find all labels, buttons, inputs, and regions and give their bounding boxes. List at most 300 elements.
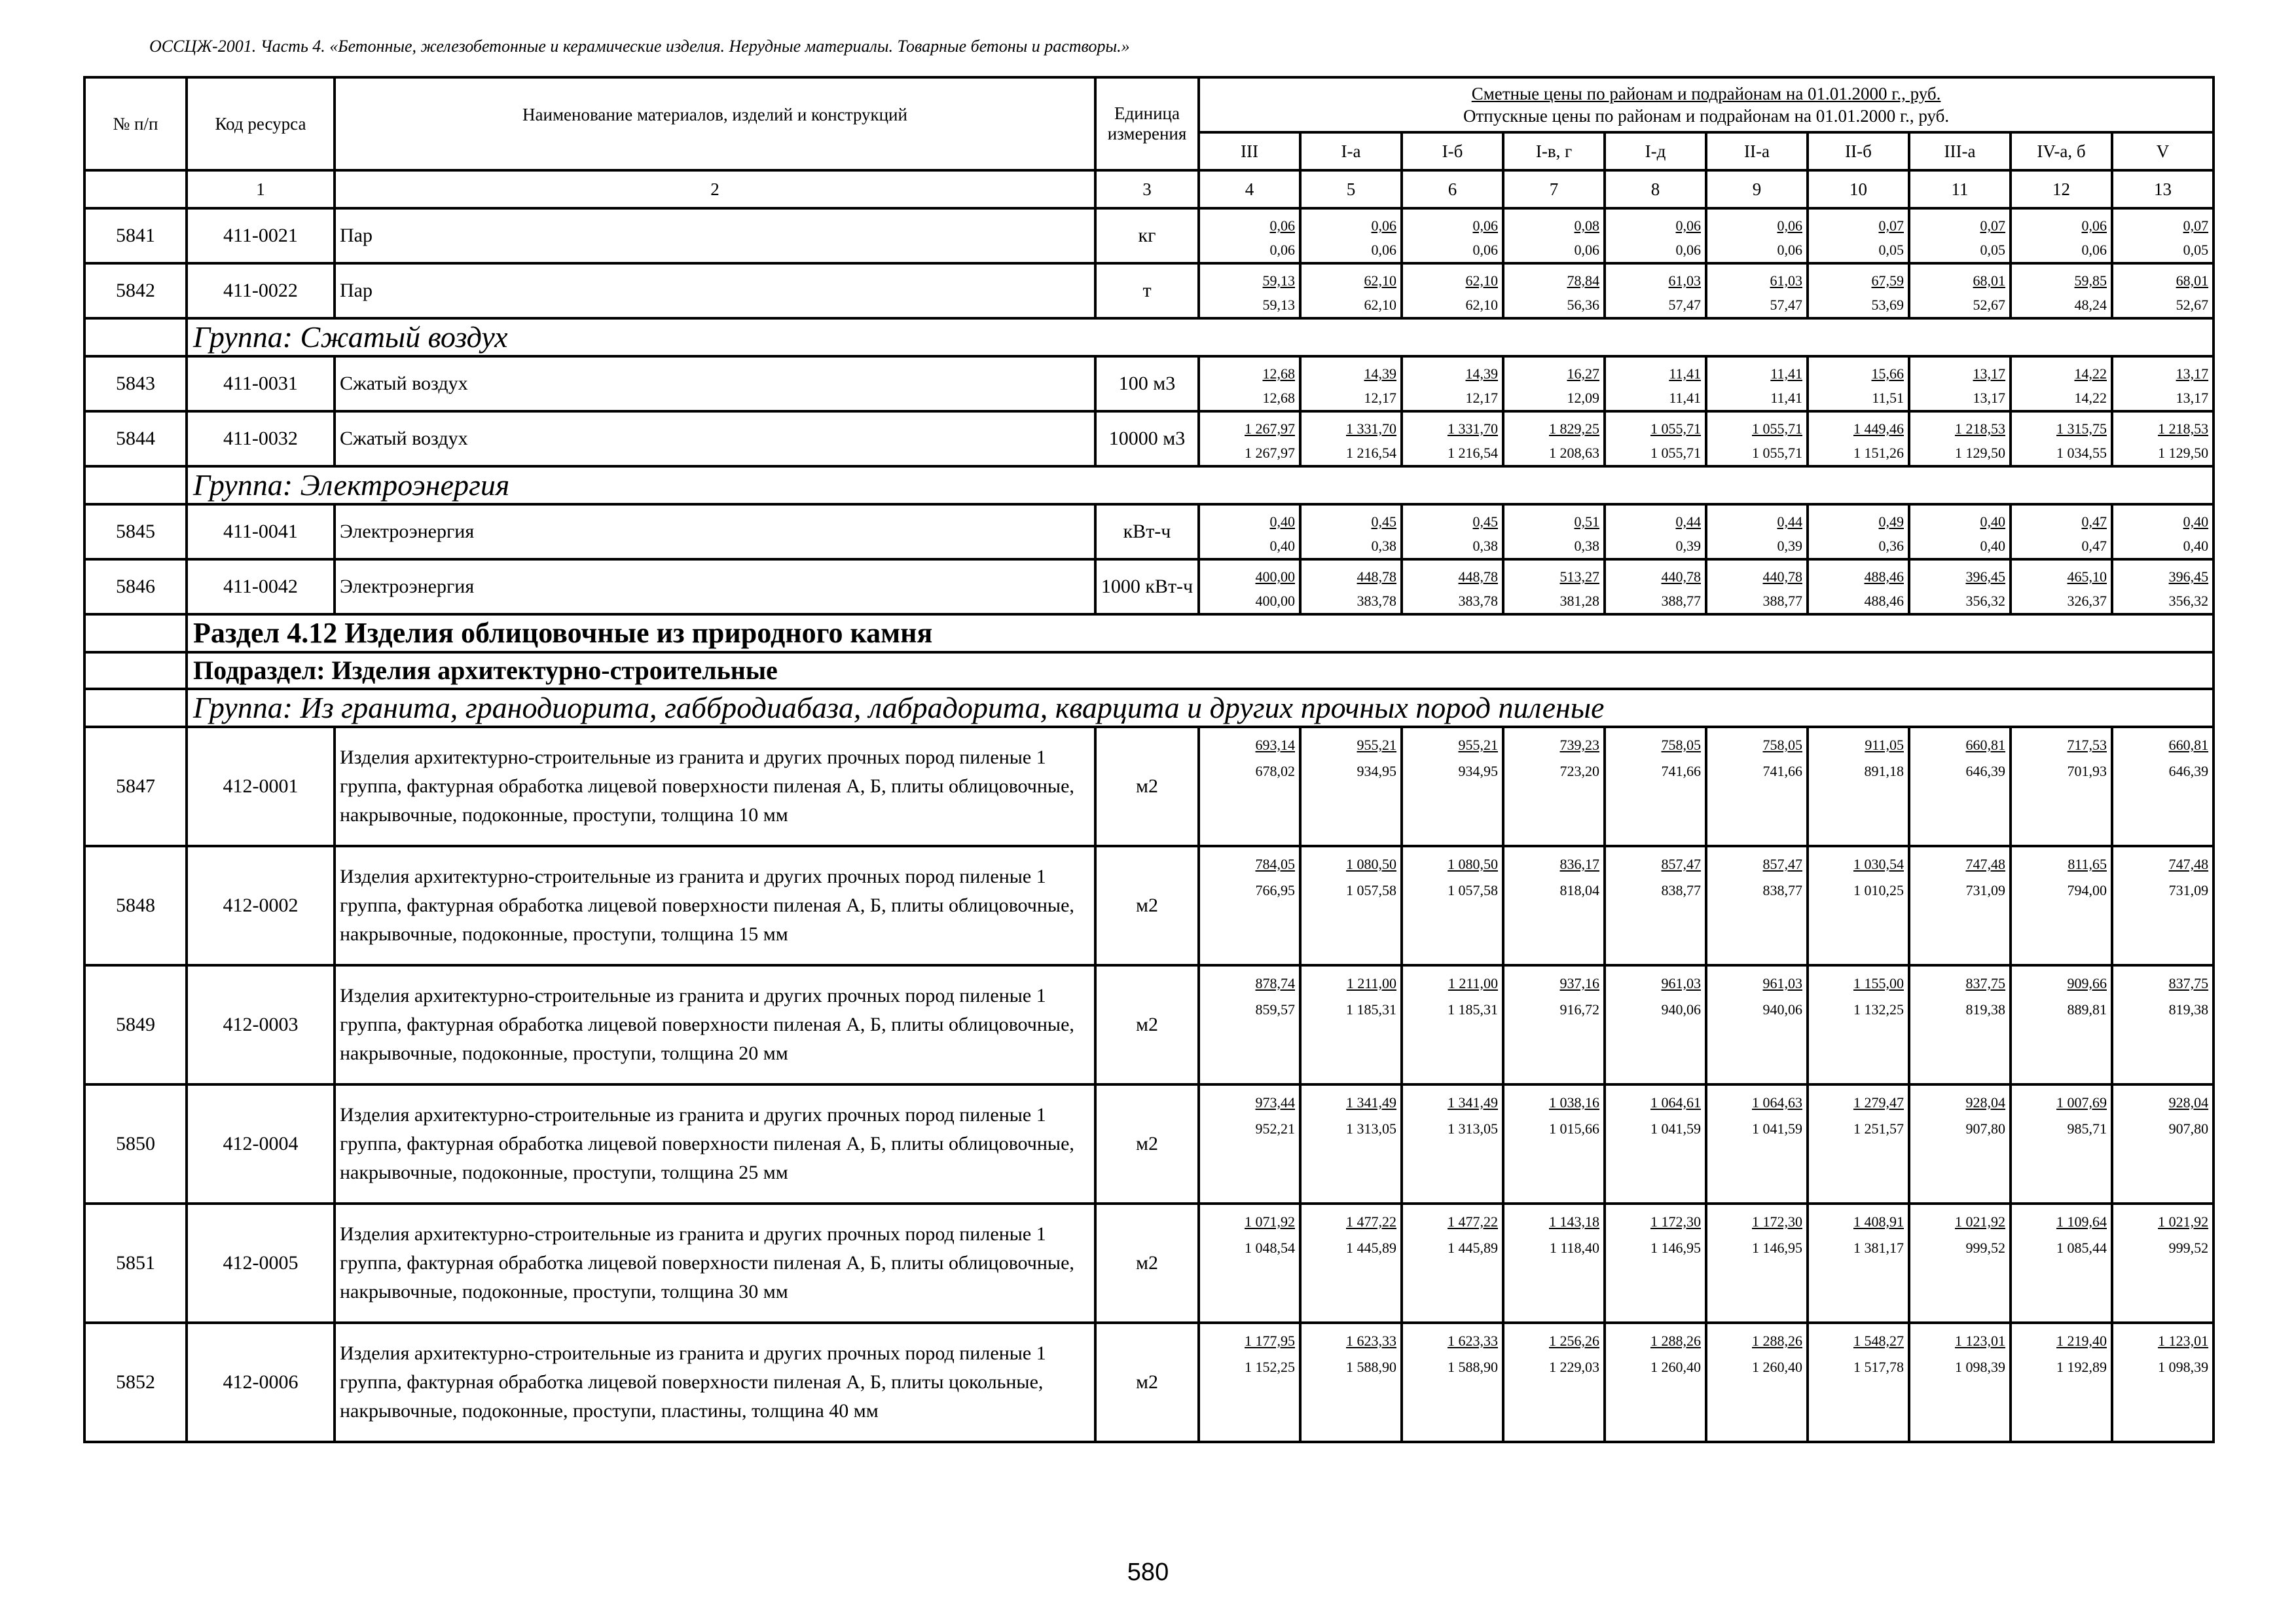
release-price: 11,51 [1872, 390, 1904, 406]
price-cell [1503, 846, 1605, 965]
price-cell [2011, 411, 2112, 466]
estimate-price: 955,21 [1357, 737, 1396, 753]
table-row [84, 1323, 2214, 1442]
col-header-code: Код ресурса [187, 77, 335, 170]
release-price: 819,38 [1965, 1001, 2005, 1018]
release-price: 1 185,31 [1448, 1001, 1498, 1018]
empty-cell [84, 689, 187, 727]
price-cell [1909, 965, 2011, 1084]
price-cell [1605, 208, 1706, 263]
unit: м2 [1095, 1323, 1199, 1442]
price-cell [2011, 965, 2112, 1084]
estimate-price: 0,45 [1371, 513, 1396, 530]
estimate-price: 1 829,25 [1549, 420, 1599, 437]
price-cell [1605, 411, 1706, 466]
release-price: 907,80 [2168, 1120, 2209, 1137]
release-price: 0,40 [2183, 538, 2209, 554]
unit: 10000 м3 [1095, 411, 1199, 466]
price-cell [1199, 411, 1300, 466]
price-cell [2011, 846, 2112, 965]
estimate-price: 400,00 [1255, 568, 1295, 585]
release-price: 1 098,39 [2158, 1359, 2209, 1375]
row-number: 5844 [84, 411, 187, 466]
estimate-price: 440,78 [1762, 568, 1802, 585]
release-price: 1 151,26 [1853, 445, 1904, 461]
release-price: 0,06 [1371, 242, 1396, 258]
release-price: 1 260,40 [1650, 1359, 1701, 1375]
release-price: 1 057,58 [1346, 882, 1396, 898]
price-cell [1909, 504, 2011, 559]
row-number: 5846 [84, 559, 187, 614]
estimate-price: 1 279,47 [1853, 1094, 1904, 1111]
release-price: 1 216,54 [1448, 445, 1498, 461]
price-cell [1300, 965, 1402, 1084]
release-price: 0,38 [1472, 538, 1498, 554]
estimate-price: 67,59 [1871, 272, 1904, 289]
price-cell [2011, 727, 2112, 846]
price-cell [1199, 559, 1300, 614]
release-price: 1 208,63 [1549, 445, 1599, 461]
estimate-price: 747,48 [2168, 856, 2209, 872]
row-number: 5845 [84, 504, 187, 559]
release-price: 1 085,44 [2056, 1240, 2107, 1256]
price-cell [1706, 263, 1808, 318]
price-cell [1300, 411, 1402, 466]
price-cell [1909, 208, 2011, 263]
release-price: 48,24 [2074, 297, 2107, 313]
price-cell [1706, 559, 1808, 614]
release-price: 12,09 [1567, 390, 1599, 406]
material-name: Изделия архитектурно-строительные из гранита и других прочных пород пиленые 1 группа, фактурная обработка лицевой поверхности пиленая А, Б, плиты облицовочные, накрывочные, подоконные, проступи, толщина 30 мм [335, 1204, 1095, 1323]
resource-code: 412-0006 [187, 1323, 335, 1442]
table-row [84, 846, 2214, 965]
estimate-price: 955,21 [1458, 737, 1498, 753]
price-cell [1300, 846, 1402, 965]
estimate-price: 0,40 [1980, 513, 2005, 530]
price-cell [1199, 263, 1300, 318]
release-price: 646,39 [1965, 763, 2005, 779]
release-price: 356,32 [1965, 593, 2005, 609]
price-cell [2112, 504, 2214, 559]
estimate-price: 1 449,46 [1853, 420, 1904, 437]
col-number: 13 [2112, 170, 2214, 208]
estimate-price: 961,03 [1661, 975, 1701, 991]
estimate-price: 0,06 [1472, 217, 1498, 234]
price-cell [1706, 965, 1808, 1084]
release-price: 1 057,58 [1448, 882, 1498, 898]
price-cell [1909, 263, 2011, 318]
price-cell [2112, 846, 2214, 965]
price-cell [1909, 727, 2011, 846]
price-cell [2011, 208, 2112, 263]
release-price: 819,38 [2168, 1001, 2209, 1018]
price-cell [1402, 356, 1503, 411]
price-cell [2011, 1084, 2112, 1204]
table-row [84, 1084, 2214, 1204]
estimate-price: 62,10 [1364, 272, 1396, 289]
price-cell [2112, 208, 2214, 263]
estimate-price: 1 315,75 [2056, 420, 2107, 437]
estimate-price: 1 177,95 [1245, 1333, 1295, 1349]
estimate-price: 1 007,69 [2056, 1094, 2107, 1111]
release-price: 1 098,39 [1955, 1359, 2005, 1375]
estimate-price: 0,06 [1675, 217, 1701, 234]
release-price: 0,38 [1371, 538, 1396, 554]
estimate-price: 1 109,64 [2056, 1213, 2107, 1230]
release-price: 646,39 [2168, 763, 2209, 779]
estimate-price: 0,51 [1574, 513, 1599, 530]
release-price: 14,22 [2074, 390, 2107, 406]
price-cell [1402, 1204, 1503, 1323]
region-header: V [2112, 132, 2214, 170]
estimate-price: 1 172,30 [1650, 1213, 1701, 1230]
price-cell [1605, 727, 1706, 846]
price-cell [1706, 846, 1808, 965]
release-price: 52,67 [1973, 297, 2005, 313]
material-name: Сжатый воздух [335, 411, 1095, 466]
release-price: 907,80 [1965, 1120, 2005, 1137]
resource-code: 412-0001 [187, 727, 335, 846]
estimate-price: 0,49 [1878, 513, 1904, 530]
price-cell [1503, 411, 1605, 466]
release-price: 0,39 [1675, 538, 1701, 554]
col-number: 7 [1503, 170, 1605, 208]
estimate-price: 0,40 [1269, 513, 1295, 530]
region-header: III [1199, 132, 1300, 170]
col-number: 8 [1605, 170, 1706, 208]
price-cell [2112, 1084, 2214, 1204]
estimate-price: 78,84 [1567, 272, 1599, 289]
table-row [84, 208, 2214, 263]
price-cell [1503, 1084, 1605, 1204]
estimate-price: 1 623,33 [1448, 1333, 1498, 1349]
col-number: 4 [1199, 170, 1300, 208]
price-cell [2112, 263, 2214, 318]
estimate-price: 465,10 [2067, 568, 2107, 585]
row-number: 5849 [84, 965, 187, 1084]
release-price: 57,47 [1770, 297, 1802, 313]
section-row [84, 614, 2214, 652]
estimate-price: 961,03 [1762, 975, 1802, 991]
resource-code: 411-0041 [187, 504, 335, 559]
estimate-price: 1 143,18 [1549, 1213, 1599, 1230]
release-price: 12,17 [1465, 390, 1498, 406]
estimate-price: 14,22 [2074, 365, 2107, 382]
price-cell [1605, 1323, 1706, 1442]
estimate-price: 837,75 [2168, 975, 2209, 991]
release-price: 1 267,97 [1245, 445, 1295, 461]
price-cell [1300, 1323, 1402, 1442]
price-cell [1503, 965, 1605, 1084]
estimate-price: 1 123,01 [1955, 1333, 2005, 1349]
col-number: 11 [1909, 170, 2011, 208]
release-price: 838,77 [1661, 882, 1701, 898]
release-price: 1 517,78 [1853, 1359, 1904, 1375]
price-cell [1909, 411, 2011, 466]
group-title: Группа: Из гранита, гранодиорита, габбродиабаза, лабрадорита, кварцита и других прочных пород пиленые [187, 689, 2214, 727]
release-price: 1 041,59 [1650, 1120, 1701, 1137]
estimate-price: 747,48 [1965, 856, 2005, 872]
unit: кВт-ч [1095, 504, 1199, 559]
estimate-price: 1 211,00 [1448, 975, 1498, 991]
price-cell [1808, 727, 1909, 846]
release-price: 794,00 [2067, 882, 2107, 898]
release-price: 59,13 [1262, 297, 1295, 313]
release-price: 1 129,50 [2158, 445, 2209, 461]
release-price: 859,57 [1255, 1001, 1295, 1018]
release-price: 0,06 [1777, 242, 1802, 258]
estimate-price: 0,44 [1675, 513, 1701, 530]
release-price: 889,81 [2067, 1001, 2107, 1018]
estimate-price: 62,10 [1465, 272, 1498, 289]
price-cell [1706, 727, 1808, 846]
release-price: 0,06 [2081, 242, 2107, 258]
estimate-price: 61,03 [1668, 272, 1701, 289]
estimate-price: 11,41 [1669, 365, 1701, 382]
estimate-price: 1 267,97 [1245, 420, 1295, 437]
col-number: 6 [1402, 170, 1503, 208]
price-cell [1503, 208, 1605, 263]
release-price: 731,09 [2168, 882, 2209, 898]
release-price: 1 015,66 [1549, 1120, 1599, 1137]
resource-code: 412-0003 [187, 965, 335, 1084]
estimate-price: 0,44 [1777, 513, 1802, 530]
estimate-price: 1 288,26 [1752, 1333, 1802, 1349]
resource-code: 411-0022 [187, 263, 335, 318]
table-row [84, 559, 2214, 614]
material-name: Электроэнергия [335, 559, 1095, 614]
price-cell [1199, 1084, 1300, 1204]
price-cell [1808, 411, 1909, 466]
col-number: 5 [1300, 170, 1402, 208]
resource-code: 411-0021 [187, 208, 335, 263]
price-cell [1706, 356, 1808, 411]
release-price: 400,00 [1255, 593, 1295, 609]
estimate-price: 0,08 [1574, 217, 1599, 234]
release-price: 1 152,25 [1245, 1359, 1295, 1375]
estimate-price: 1 548,27 [1853, 1333, 1904, 1349]
release-price: 0,06 [1269, 242, 1295, 258]
release-price: 56,36 [1567, 297, 1599, 313]
price-cell [1503, 1323, 1605, 1442]
release-price: 818,04 [1559, 882, 1599, 898]
price-cell [1503, 356, 1605, 411]
material-name: Изделия архитектурно-строительные из гранита и других прочных пород пиленые 1 группа, фактурная обработка лицевой поверхности пиленая А, Б, плиты облицовочные, накрывочные, подоконные, проступи, толщина 10 мм [335, 727, 1095, 846]
release-price: 0,40 [1980, 538, 2005, 554]
price-cell [1706, 208, 1808, 263]
empty-cell [84, 614, 187, 652]
resource-code: 411-0032 [187, 411, 335, 466]
estimate-price: 14,39 [1465, 365, 1498, 382]
price-cell [1909, 356, 2011, 411]
price-cell [1199, 1323, 1300, 1442]
estimate-price: 440,78 [1661, 568, 1701, 585]
estimate-price: 1 123,01 [2158, 1333, 2209, 1349]
release-price: 52,67 [2176, 297, 2209, 313]
estimate-price: 1 408,91 [1853, 1213, 1904, 1230]
row-number: 5842 [84, 263, 187, 318]
unit: м2 [1095, 846, 1199, 965]
group-title: Группа: Электроэнергия [187, 466, 2214, 504]
material-name: Электроэнергия [335, 504, 1095, 559]
estimate-price: 1 331,70 [1448, 420, 1498, 437]
estimate-price: 16,27 [1567, 365, 1599, 382]
price-cell [2112, 727, 2214, 846]
unit: кг [1095, 208, 1199, 263]
price-cell [1199, 965, 1300, 1084]
estimate-price: 1 064,61 [1650, 1094, 1701, 1111]
price-cell [1808, 504, 1909, 559]
release-price: 940,06 [1661, 1001, 1701, 1018]
price-cell [2011, 1323, 2112, 1442]
estimate-price: 1 219,40 [2056, 1333, 2107, 1349]
group-row [84, 318, 2214, 356]
release-price: 383,78 [1357, 593, 1396, 609]
row-number: 5843 [84, 356, 187, 411]
release-price: 0,06 [1574, 242, 1599, 258]
unit: м2 [1095, 1204, 1199, 1323]
price-cell [2112, 1204, 2214, 1323]
estimate-price: 1 331,70 [1346, 420, 1396, 437]
row-number: 5847 [84, 727, 187, 846]
page-number: 580 [1127, 1559, 1169, 1586]
unit: т [1095, 263, 1199, 318]
estimate-price: 513,27 [1559, 568, 1599, 585]
section-title: Раздел 4.12 Изделия облицовочные из природного камня [187, 614, 2214, 652]
release-price: 488,46 [1864, 593, 1904, 609]
price-cell [1199, 1204, 1300, 1323]
estimate-price: 0,06 [1777, 217, 1802, 234]
price-cell [1605, 846, 1706, 965]
release-price: 1 216,54 [1346, 445, 1396, 461]
estimate-price: 878,74 [1255, 975, 1295, 991]
price-cell [2112, 411, 2214, 466]
col-header-prices [1199, 77, 2214, 132]
release-price: 1 588,90 [1448, 1359, 1498, 1375]
unit: м2 [1095, 965, 1199, 1084]
price-cell [1503, 1204, 1605, 1323]
region-header: I-а [1300, 132, 1402, 170]
estimate-price: 928,04 [1965, 1094, 2005, 1111]
estimate-price: 15,66 [1871, 365, 1904, 382]
release-price: 678,02 [1255, 763, 1295, 779]
price-cell [1402, 965, 1503, 1084]
release-price: 999,52 [2168, 1240, 2209, 1256]
estimate-price: 396,45 [2168, 568, 2209, 585]
resource-code: 412-0005 [187, 1204, 335, 1323]
release-price: 11,41 [1770, 390, 1802, 406]
release-price: 381,28 [1559, 593, 1599, 609]
estimate-price: 68,01 [1973, 272, 2005, 289]
release-price: 766,95 [1255, 882, 1295, 898]
price-cell [1300, 727, 1402, 846]
estimate-price: 909,66 [2067, 975, 2107, 991]
estimate-price: 937,16 [1559, 975, 1599, 991]
price-cell [1808, 1323, 1909, 1442]
estimate-price: 1 477,22 [1346, 1213, 1396, 1230]
subsection-row [84, 652, 2214, 689]
price-cell [1503, 504, 1605, 559]
release-price: 916,72 [1559, 1001, 1599, 1018]
estimate-price: 0,06 [1371, 217, 1396, 234]
price-cell [1605, 559, 1706, 614]
price-cell [2011, 356, 2112, 411]
release-price: 57,47 [1668, 297, 1701, 313]
release-price: 0,05 [1980, 242, 2005, 258]
estimate-price: 1 055,71 [1752, 420, 1802, 437]
col-header-name: Наименование материалов, изделий и конструкций [335, 77, 1095, 170]
estimate-price: 660,81 [1965, 737, 2005, 753]
release-price: 12,68 [1262, 390, 1295, 406]
estimate-price: 1 477,22 [1448, 1213, 1498, 1230]
price-cell [1402, 263, 1503, 318]
estimate-price: 13,17 [1973, 365, 2005, 382]
empty-cell [84, 466, 187, 504]
estimate-price: 739,23 [1559, 737, 1599, 753]
release-price: 1 445,89 [1448, 1240, 1498, 1256]
estimate-price: 1 071,92 [1245, 1213, 1295, 1230]
row-number: 5850 [84, 1084, 187, 1204]
estimate-price: 784,05 [1255, 856, 1295, 872]
price-cell [1605, 1204, 1706, 1323]
release-price: 1 010,25 [1853, 882, 1904, 898]
price-cell [1605, 263, 1706, 318]
release-price: 12,17 [1364, 390, 1396, 406]
price-cell [2011, 263, 2112, 318]
row-number: 5841 [84, 208, 187, 263]
column-number-row [84, 170, 2214, 208]
estimate-price: 1 021,92 [2158, 1213, 2209, 1230]
material-name: Изделия архитектурно-строительные из гранита и других прочных пород пиленые 1 группа, фактурная обработка лицевой поверхности пиленая А, Б, плиты цокольные, накрывочные, подоконные, проступи, пластины, толщина 40 мм [335, 1323, 1095, 1442]
price-cell [1808, 965, 1909, 1084]
region-header: I-в, г [1503, 132, 1605, 170]
release-price: 741,66 [1661, 763, 1701, 779]
price-cell [1503, 263, 1605, 318]
price-cell [1706, 1204, 1808, 1323]
price-cell [1402, 559, 1503, 614]
group-row [84, 689, 2214, 727]
estimate-price: 1 038,16 [1549, 1094, 1599, 1111]
release-price: 0,40 [1269, 538, 1295, 554]
col-number: 12 [2011, 170, 2112, 208]
price-cell [1605, 1084, 1706, 1204]
material-name: Изделия архитектурно-строительные из гранита и других прочных пород пиленые 1 группа, фактурная обработка лицевой поверхности пиленая А, Б, плиты облицовочные, накрывочные, подоконные, проступи, толщина 25 мм [335, 1084, 1095, 1204]
estimate-price: 68,01 [2176, 272, 2209, 289]
estimate-price: 1 055,71 [1650, 420, 1701, 437]
estimate-price: 1 341,49 [1346, 1094, 1396, 1111]
estimate-price: 0,06 [1269, 217, 1295, 234]
prices-title-estimate: Сметные цены по районам и подрайонам на 01.01.2000 г., руб. [1471, 84, 1941, 103]
material-name: Пар [335, 263, 1095, 318]
price-cell [1706, 1084, 1808, 1204]
unit: 100 м3 [1095, 356, 1199, 411]
release-price: 62,10 [1364, 297, 1396, 313]
release-price: 53,69 [1871, 297, 1904, 313]
row-number: 5852 [84, 1323, 187, 1442]
estimate-price: 0,40 [2183, 513, 2209, 530]
col-header-num: № п/п [84, 77, 187, 170]
price-cell [1808, 1084, 1909, 1204]
estimate-price: 448,78 [1458, 568, 1498, 585]
release-price: 952,21 [1255, 1120, 1295, 1137]
price-cell [2112, 1323, 2214, 1442]
material-name: Сжатый воздух [335, 356, 1095, 411]
estimate-price: 61,03 [1770, 272, 1802, 289]
table-row [84, 263, 2214, 318]
release-price: 1 588,90 [1346, 1359, 1396, 1375]
release-price: 1 381,17 [1853, 1240, 1904, 1256]
estimate-price: 1 288,26 [1650, 1333, 1701, 1349]
